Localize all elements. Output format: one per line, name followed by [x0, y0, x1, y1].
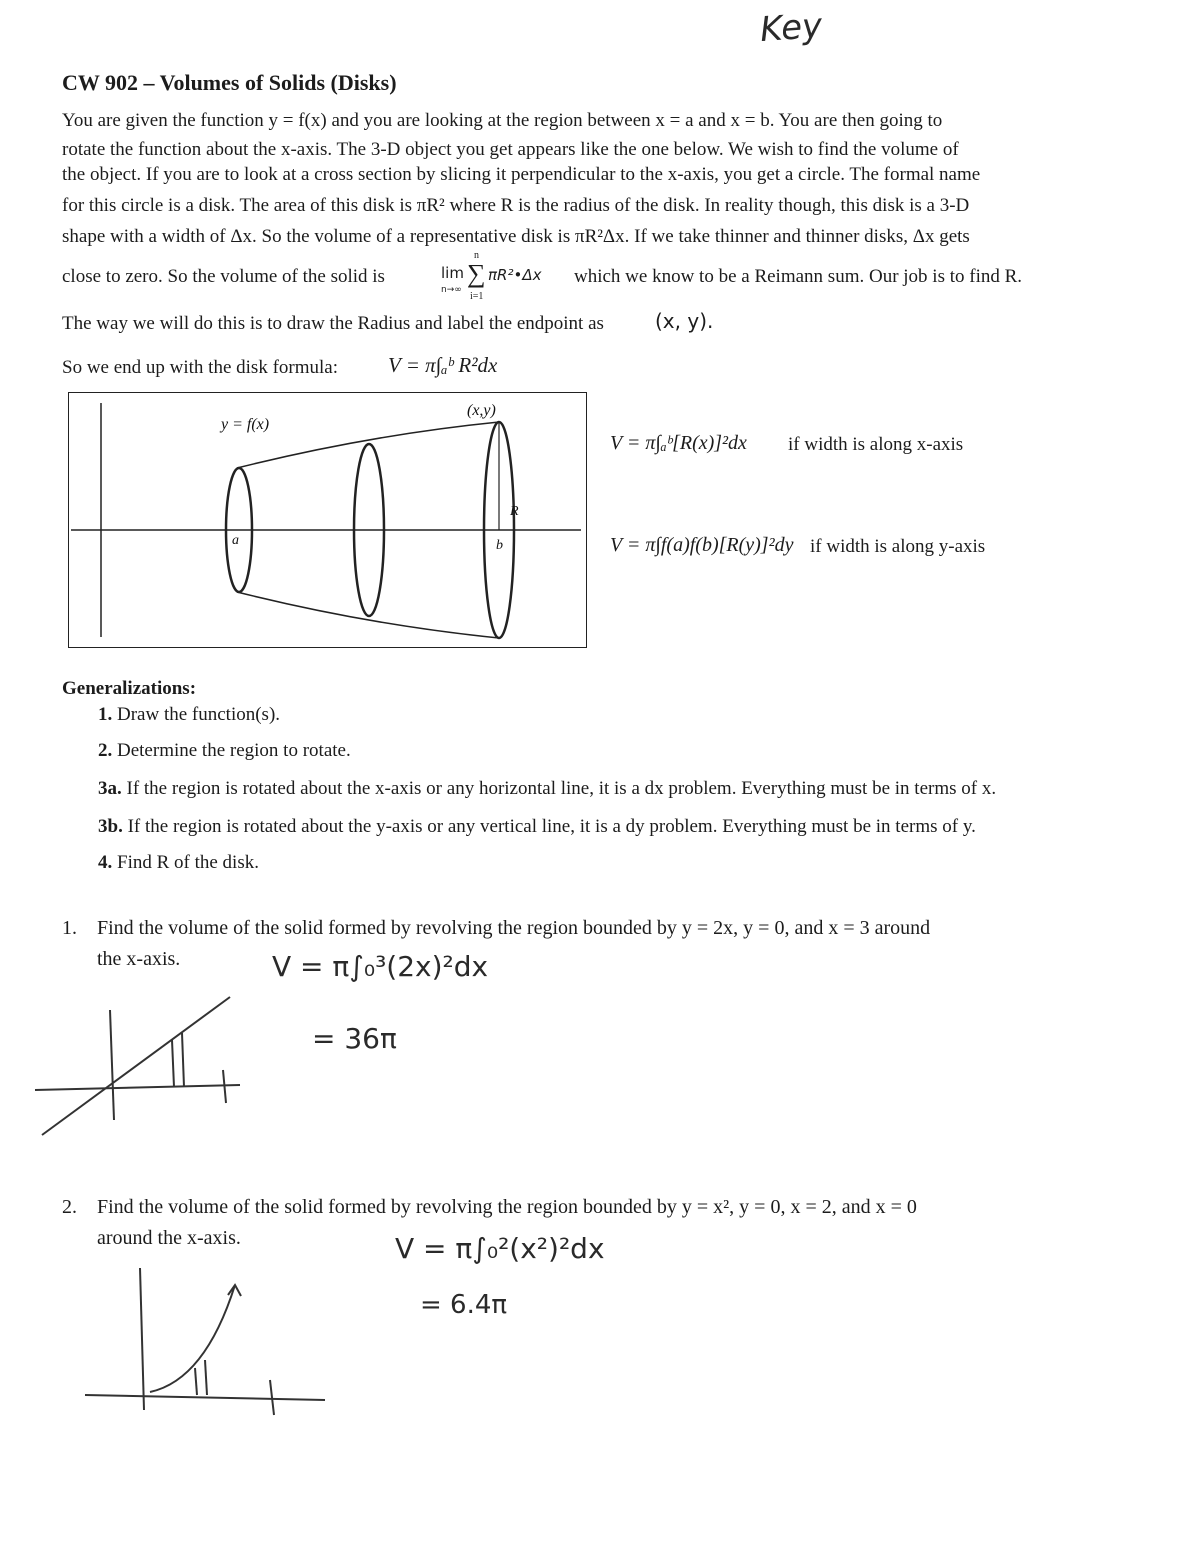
sketch-2-slice-2 — [205, 1360, 207, 1395]
intro-line-3: the object. If you are to look at a cross section by slicing it perpendicular to the x-axis, you get a circle. The formal name — [62, 164, 981, 185]
radius-point: (x, y). — [655, 309, 714, 333]
formula-dx-note: if width is along x-axis — [788, 434, 964, 455]
generalizations-heading: Generalizations: — [62, 678, 197, 699]
problem-1-text: Find the volume of the solid formed by revolving the region bounded by y = 2x, y = 0, and x = 3 around — [97, 917, 931, 939]
radius-line: The way we will do this is to draw the Radius and label the endpoint as — [62, 313, 604, 334]
sketch-1-slice — [172, 1040, 174, 1087]
disk-formula: V = π∫ₐᵇ R²dx — [388, 353, 498, 377]
problem-1-work: V = π∫₀³(2x)²dx — [272, 950, 489, 983]
disk-formula-label: So we end up with the disk formula: — [62, 357, 338, 378]
problem-1-sketch — [30, 975, 270, 1145]
sketch-1-y-axis — [110, 1010, 114, 1120]
limit-body: πR²•Δx — [488, 266, 542, 284]
label-b: b — [496, 538, 503, 553]
gen-step-2: 2. Determine the region to rotate. — [98, 740, 351, 761]
sketch-1-x3 — [223, 1070, 226, 1103]
intro-line-2: rotate the function about the x-axis. The 3-D object you get appears like the one below. We wish to find the volume of — [62, 139, 959, 160]
formula-dx: V = π∫ₐᵇ[R(x)]²dx — [610, 432, 747, 454]
problem-2-text-cont: around the x-axis. — [97, 1227, 241, 1249]
problem-1-answer: = 36π — [312, 1022, 397, 1055]
problem-2-sketch — [80, 1260, 340, 1420]
sigma-symbol: ∑ — [467, 259, 486, 288]
intro-line-4: for this circle is a disk. The area of this disk is πR² where R is the radius of the disk. In reality though, this disk is a 3-D — [62, 195, 970, 216]
sketch-1-line — [42, 997, 230, 1135]
problem-1-number: 1. — [62, 917, 77, 939]
limit-line-end: which we know to be a Reimann sum. Our job is to find R. — [574, 266, 1023, 287]
gen-step-1: 1. Draw the function(s). — [98, 704, 281, 725]
sketch-2-x2 — [270, 1380, 274, 1415]
solid-of-revolution-figure — [69, 393, 586, 647]
limit-line-start: close to zero. So the volume of the solid is — [62, 266, 385, 287]
label-a: a — [232, 533, 239, 548]
sketch-1-x-axis — [35, 1085, 240, 1090]
problem-2-work: V = π∫₀²(x²)²dx — [395, 1232, 605, 1265]
problem-2-text: Find the volume of the solid formed by revolving the region bounded by y = x², y = 0, x = 2, and x = 0 — [97, 1196, 917, 1218]
intro-line-1: You are given the function y = f(x) and you are looking at the region between x = a and x = b. You are then going to — [62, 110, 943, 131]
sketch-2-arrow — [228, 1285, 241, 1296]
problem-2-number: 2. — [62, 1196, 77, 1218]
key-mark: Key — [758, 5, 824, 51]
page-title: CW 902 – Volumes of Solids (Disks) — [62, 70, 397, 95]
gen-step-3b: 3b. If the region is rotated about the y-axis or any vertical line, it is a dy problem. Everything must be in terms of y. — [98, 816, 976, 837]
sketch-2-slice — [195, 1368, 197, 1395]
solid-diagram — [68, 392, 587, 648]
point-label: (x,y) — [467, 402, 496, 419]
sketch-2-x-axis — [85, 1395, 325, 1400]
function-label: y = f(x) — [221, 416, 270, 433]
sketch-1-slice-2 — [182, 1033, 184, 1087]
gen-step-4: 4. Find R of the disk. — [98, 852, 259, 873]
sketch-2-parabola — [150, 1285, 235, 1392]
gen-step-3a: 3a. If the region is rotated about the x-axis or any horizontal line, it is a dx problem. Everything must be in terms of x. — [98, 778, 997, 799]
label-R: R — [510, 504, 519, 519]
limit-subscript: n→∞ — [441, 285, 462, 295]
sketch-2-y-axis — [140, 1268, 144, 1410]
sum-upper: n — [474, 250, 479, 261]
sum-lower: i=1 — [470, 291, 484, 302]
formula-dy: V = π∫f(a)f(b)[R(y)]²dy — [610, 534, 794, 556]
problem-1-text-cont: the x-axis. — [97, 948, 181, 970]
formula-dy-note: if width is along y-axis — [810, 536, 986, 557]
limit-lim: lim — [441, 264, 464, 282]
problem-2-answer: = 6.4π — [420, 1290, 508, 1320]
intro-line-5: shape with a width of Δx. So the volume of a representative disk is πR²Δx. If we take thinner and thinner disks, Δx gets — [62, 226, 970, 247]
